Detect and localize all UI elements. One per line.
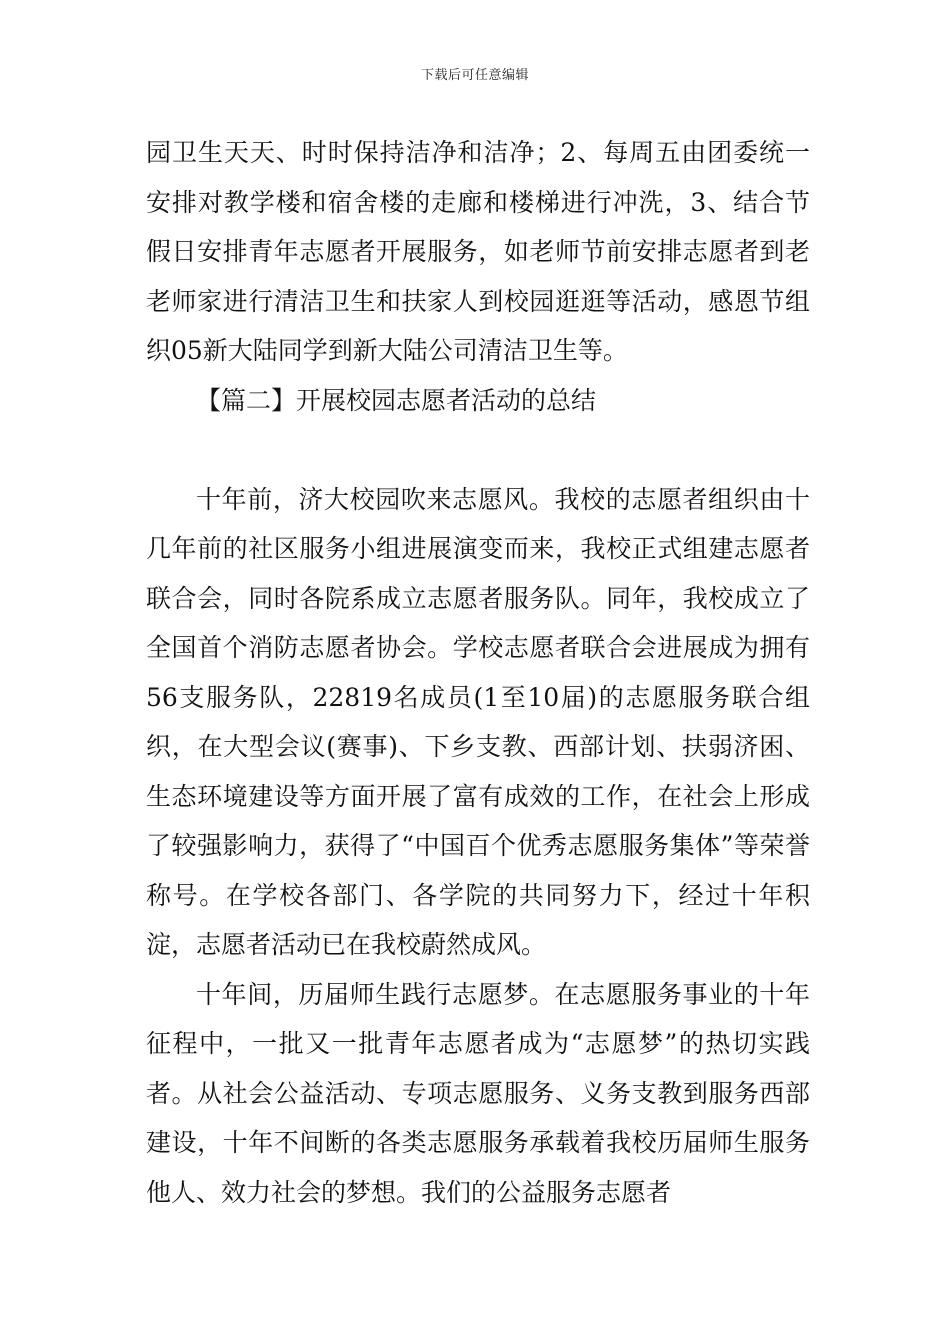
section-heading: 【篇二】开展校园志愿者活动的总结: [196, 385, 597, 415]
paragraph-continuation: 园卫生天天、时时保持洁净和洁净；2、每周五由团委统一安排对教学楼和宿舍楼的走廊和楼梯进行冲洗，3、结合节假日安排青年志愿者开展服务，如老师节前安排志愿者到老老师家进行清洁卫生和扶家人到校园逛逛等活动，感恩节组织05新大陆同学到新大陆公司清洁卫生等。: [146, 138, 810, 365]
document-body: [146, 128, 810, 1217]
paragraph-ten-years-between: 十年间，历届师生践行志愿梦。在志愿服务事业的十年征程中，一批又一批青年志愿者成为“志愿梦”的热切实践者。从社会公益活动、专项志愿服务、义务支教到服务西部建设，十年不间断的各类志愿服务承载着我校历届师生服务他人、效力社会的梦想。我们的公益服务志愿者: [146, 979, 810, 1207]
paragraph-ten-years-ago: 十年前，济大校园吹来志愿风。我校的志愿者组织由十几年前的社区服务小组进展演变而来，我校正式组建志愿者联合会，同时各院系成立志愿者服务队。同年，我校成立了全国首个消防志愿者协会。学校志愿者联合会进展成为拥有56支服务队，22819名成员(1至10届)的志愿服务联合组织，在大型会议(赛事)、下乡支教、西部计划、扶弱济困、生态环境建设等方面开展了富有成效的工作，在社会上形成了较强影响力，获得了“中国百个优秀志愿服务集体”等荣誉称号。在学校各部门、各学院的共同努力下，经过十年积淀，志愿者活动已在我校蔚然成风。: [146, 484, 810, 959]
blank-line: [146, 425, 810, 475]
page-header-note: 下载后可任意编辑: [420, 68, 529, 83]
